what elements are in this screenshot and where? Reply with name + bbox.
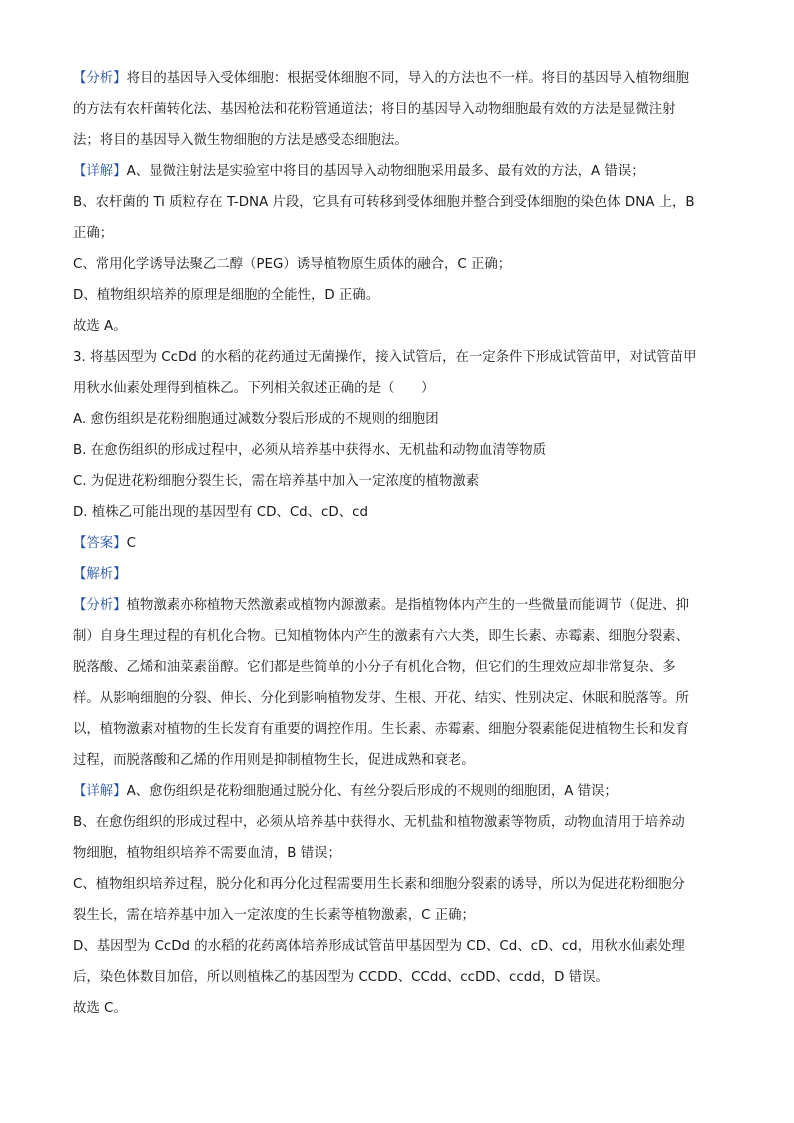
analysis-paragraph-line: 样。从影响细胞的分裂、伸长、分化到影响植物发芽、生根、开花、结实、性别决定、休眠和脱落等。所 [73, 691, 689, 706]
detail-paragraph-line: D、基因型为 CcDd 的水稻的花药离体培养形成试管苗甲基因型为 CD、Cd、cD、cd，用秋水仙素处理 [73, 939, 685, 954]
analysis-text: 将目的基因导入受体细胞：根据受体细胞不同，导入的方法也不一样。将目的基因导入植物细胞 [126, 71, 689, 86]
detail-paragraph-line: B、农杆菌的 Ti 质粒存在 T-DNA 片段，它具有可转移到受体细胞并整合到受体细胞的染色体 DNA 上，B [73, 195, 695, 210]
answer-line [73, 528, 725, 559]
analysis-paragraph-line: 以，植物激素对植物的生长发育有重要的调控作用。生长素、赤霉素、细胞分裂素能促进植物生长和发育 [73, 722, 689, 737]
analysis-text: 植物激素亦称植物天然激素或植物内源激素。是指植物体内产生的一些微量而能调节（促进、抑 [126, 598, 689, 613]
detail-paragraph-line: C、常用化学诱导法聚乙二醇（PEG）诱导植物原生质体的融合，C 正确； [73, 257, 512, 272]
detail-paragraph-line: 物细胞，植物组织培养不需要血清，B 错误； [73, 846, 341, 861]
detail-paragraph-line: B、在愈伤组织的形成过程中，必须从培养基中获得水、无机盐和植物激素等物质，动物血清用于培养动 [73, 815, 685, 830]
detail-tag: 【详解】 [73, 784, 127, 799]
detail-paragraph-line: 后，染色体数目加倍，所以则植株乙的基因型为 CCDD、CCdd、ccDD、ccdd，D 错误。 [73, 970, 609, 985]
explain-tag: 【解析】 [73, 567, 127, 582]
option-b: B. 在愈伤组织的形成过程中，必须从培养基中获得水、无机盐和动物血清等物质 [73, 443, 546, 458]
answer-tag: 【答案】 [73, 536, 127, 551]
detail-tag: 【详解】 [73, 164, 127, 179]
conclusion-line: 故选 A。 [73, 319, 127, 334]
analysis-paragraph-line [73, 590, 725, 621]
detail-paragraph-line: D、植物组织培养的原理是细胞的全能性，D 正确。 [73, 288, 380, 303]
detail-paragraph-line: C、植物组织培养过程，脱分化和再分化过程需要用生长素和细胞分裂素的诱导，所以为促进花粉细胞分 [73, 877, 685, 892]
conclusion-line: 故选 C。 [73, 1001, 127, 1016]
analysis-tag: 【分析】 [73, 71, 127, 86]
option-c: C. 为促进花粉细胞分裂生长，需在培养基中加入一定浓度的植物激素 [73, 474, 480, 489]
detail-paragraph-line [73, 156, 725, 187]
detail-paragraph-line: 正确； [73, 226, 114, 241]
detail-text: A、显微注射法是实验室中将目的基因导入动物细胞采用最多、最有效的方法，A 错误； [126, 164, 645, 179]
document-page [73, 63, 725, 1024]
analysis-paragraph-line: 制）自身生理过程的有机化合物。已知植物体内产生的激素有六大类，即生长素、赤霉素、细胞分裂素、 [73, 629, 689, 644]
option-a: A. 愈伤组织是花粉细胞通过减数分裂后形成的不规则的细胞团 [73, 412, 439, 427]
question-stem-line: 3. 将基因型为 CcDd 的水稻的花药通过无菌操作，接入试管后，在一定条件下形成试管苗甲，对试管苗甲 [73, 350, 697, 365]
explain-line [73, 559, 725, 590]
question-stem-line: 用秋水仙素处理得到植株乙。下列相关叙述正确的是（ ） [73, 381, 435, 396]
detail-text: A、愈伤组织是花粉细胞通过脱分化、有丝分裂后形成的不规则的细胞团，A 错误； [126, 784, 618, 799]
analysis-paragraph-line: 过程，而脱落酸和乙烯的作用则是抑制植物生长，促进成熟和衰老。 [73, 753, 475, 768]
detail-paragraph-line [73, 776, 725, 807]
analysis-paragraph-line: 的方法有农杆菌转化法、基因枪法和花粉管通道法；将目的基因导入动物细胞最有效的方法是显微注射 [73, 102, 676, 117]
detail-paragraph-line: 裂生长，需在培养基中加入一定浓度的生长素等植物激素，C 正确； [73, 908, 475, 923]
analysis-paragraph-line: 法；将目的基因导入微生物细胞的方法是感受态细胞法。 [73, 133, 408, 148]
analysis-paragraph-line [73, 63, 725, 94]
option-d: D. 植株乙可能出现的基因型有 CD、Cd、cD、cd [73, 505, 368, 520]
analysis-tag: 【分析】 [73, 598, 127, 613]
answer-value: C [126, 536, 136, 551]
analysis-paragraph-line: 脱落酸、乙烯和油菜素甾醇。它们都是些简单的小分子有机化合物，但它们的生理效应却非常复杂、多 [73, 660, 676, 675]
